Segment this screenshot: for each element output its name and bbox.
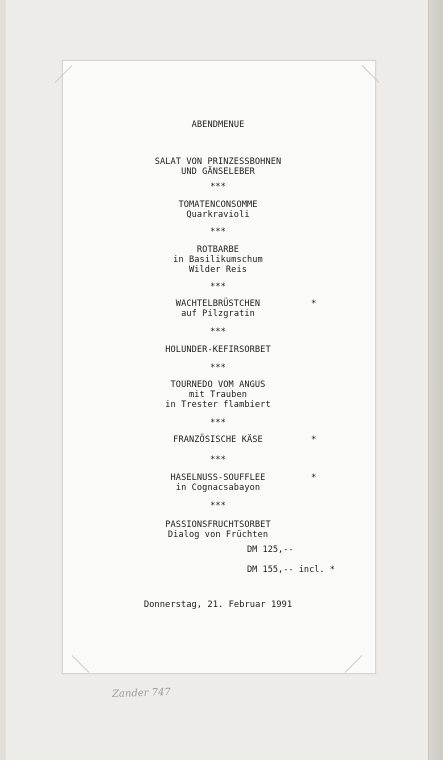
supplement-mark: * [311,435,317,445]
course-3-line-2: in Basilikumschum [173,255,263,265]
separator: *** [210,327,226,337]
separator: *** [210,501,226,511]
folder-edge [428,0,443,760]
menu-date: Donnerstag, 21. Februar 1991 [143,600,293,610]
course-4-line-2: auf Pilzgratin [181,309,255,319]
course-8-line-1: HASELNUSS-SOUFFLEE [170,473,266,483]
course-5-line-1: HOLUNDER-KEFIRSORBET [165,345,271,355]
separator: *** [210,455,226,465]
price-menu-incl: DM 155,-- incl. * [247,565,335,575]
menu-title: ABENDMENUE [191,120,245,130]
course-3-line-1: ROTBARBE [196,245,240,255]
course-6-line-2: mit Trauben [188,390,247,400]
course-9-line-1: PASSIONSFRUCHTSORBET [165,520,271,530]
separator: *** [210,227,226,237]
separator: *** [210,282,226,292]
course-8-line-2: in Cognacsabayon [175,483,261,493]
course-2-line-1: TOMATENCONSOMME [178,200,258,210]
pencil-annotation: Zander 747 [111,686,171,701]
supplement-mark: * [311,473,317,483]
course-9-line-2: Dialog von Früchten [167,530,269,540]
course-7-line-1: FRANZÖSISCHE KÄSE [173,435,263,445]
course-4-line-1: WACHTELBRÜSTCHEN [175,299,261,309]
separator: *** [210,363,226,373]
supplement-mark: * [311,299,317,309]
course-2-line-2: Quarkravioli [186,210,250,220]
separator: *** [210,418,226,428]
folder-spine [0,0,6,760]
course-1-line-2: UND GÄNSELEBER [181,167,255,177]
course-6-line-3: in Trester flambiert [165,400,271,410]
price-menu: DM 125,-- [247,545,294,555]
course-1-line-1: SALAT VON PRINZESSBOHNEN [154,157,282,167]
course-3-line-3: Wilder Reis [188,265,247,275]
separator: *** [210,182,226,192]
course-6-line-1: TOURNEDO VOM ANGUS [170,380,266,390]
